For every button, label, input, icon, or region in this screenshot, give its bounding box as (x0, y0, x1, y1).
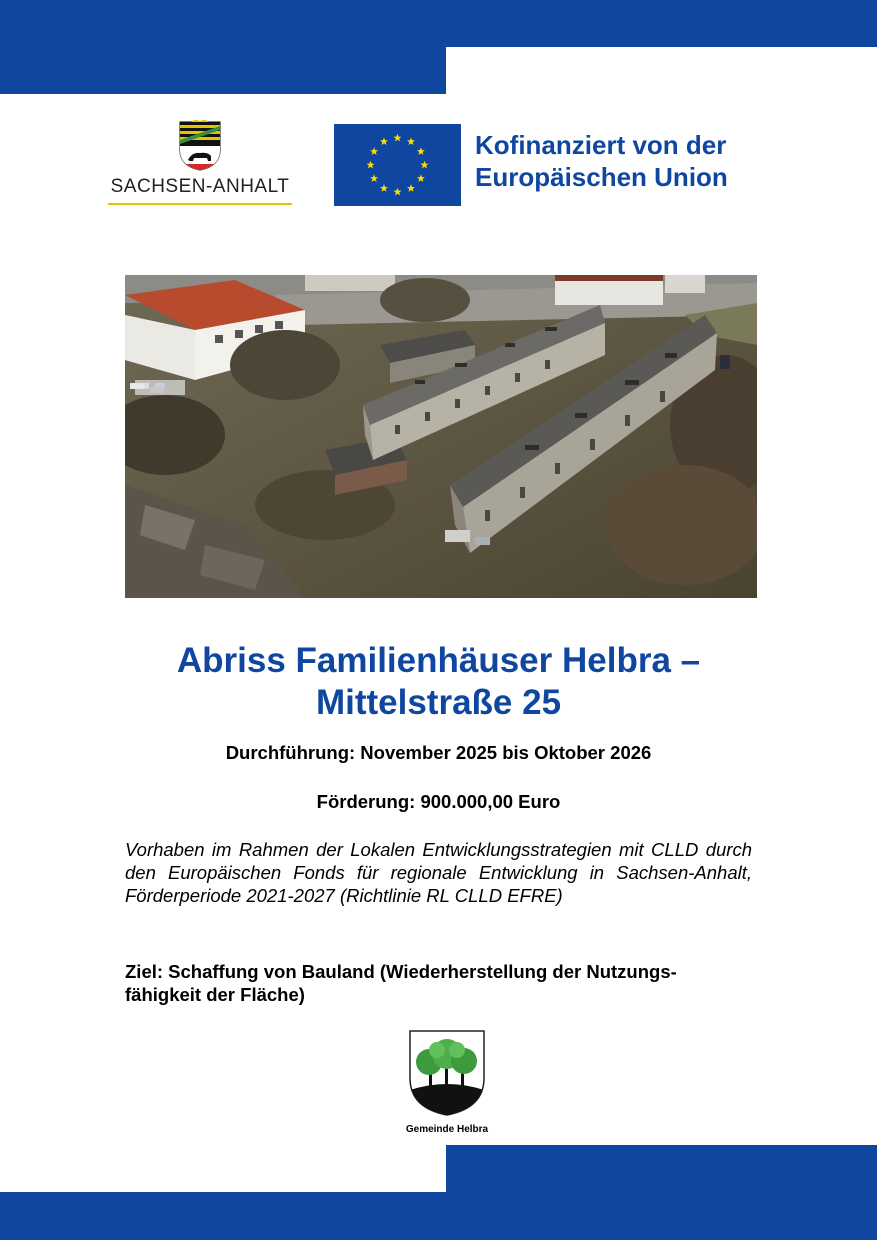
sachsen-anhalt-rule (108, 203, 292, 205)
funding-amount: Förderung: 900.000,00 Euro (316, 791, 561, 812)
top-blue-band (0, 0, 877, 47)
project-description: Vorhaben im Rahmen der Lokalen Entwicklungsstrategien mit CLLD durch den Europäischen Fonds für regionale Entwicklung in Sachsen-Anhalt, Förderperiode 2021-2027 (Richtlinie RL CLLD EFRE) (125, 839, 752, 906)
eu-text-line2: Europäischen Union (475, 162, 728, 192)
aerial-photo-of-derelict-barracks (125, 275, 757, 598)
top-blue-band-step (0, 47, 446, 94)
bottom-blue-band (0, 1192, 877, 1240)
eu-text-line1: Kofinanziert von der (475, 130, 727, 160)
page-title (100, 640, 777, 724)
eu-flag-icon (334, 124, 461, 206)
project-duration: Durchführung: November 2025 bis Oktober 2026 (225, 742, 652, 763)
sachsen-anhalt-crest-icon (178, 120, 222, 172)
bottom-blue-band-step (446, 1145, 877, 1192)
goal-line1: Ziel: Schaffung von Bauland (Wiederherstellung der Nutzungs- (125, 961, 677, 982)
title-line1: Abriss Familienhäuser Helbra – (176, 641, 701, 680)
municipality-label: Gemeinde Helbra (405, 1124, 489, 1135)
title-line2: Mittelstraße 25 (315, 683, 562, 722)
eu-cofunded-text (475, 129, 795, 193)
sachsen-anhalt-wordmark: SACHSEN-ANHALT (110, 176, 290, 197)
sachsen-anhalt-logo (106, 120, 294, 210)
project-goal (125, 960, 752, 1006)
helbra-coat-of-arms-icon (407, 1028, 487, 1118)
goal-line2: fähigkeit der Fläche) (125, 984, 305, 1005)
